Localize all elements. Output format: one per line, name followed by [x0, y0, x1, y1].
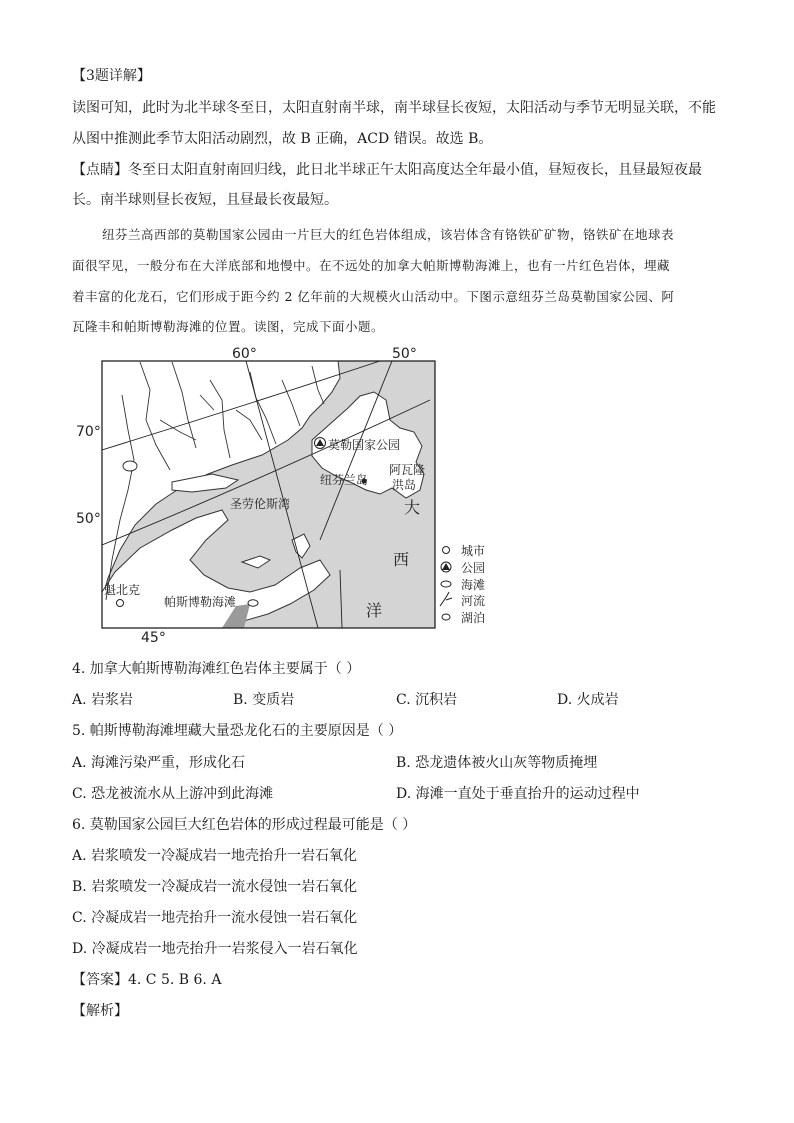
q5-option-b: B. 恐龙遗体被火山灰等物质掩埋: [396, 755, 598, 771]
legend-lake-icon: [442, 614, 450, 620]
question-5-stem: 5. 帕斯博勒海滩埋藏大量恐龙化石的主要原因是（ ）: [72, 723, 403, 739]
tips-line-1: 【点睛】冬至日太阳直射南回归线，此日北半球正午太阳高度达全年最小值，昼短夜长，且昼最短夜最: [72, 162, 702, 178]
lon-50-label: 50°: [392, 346, 417, 362]
q5-option-a: A. 海滩污染严重，形成化石: [72, 755, 246, 771]
newfoundland-label: 纽芬兰岛: [320, 473, 369, 487]
ocean-label-2: 西: [393, 550, 410, 569]
section3-line-2: 从图中推测此季节太阳活动剧烈，故 B 正确，ACD 错误。故选 B。: [72, 131, 493, 147]
q5-option-d: D. 海滩一直处于垂直抬升的运动过程中: [396, 786, 640, 802]
q4-option-c: C. 沉积岩: [396, 692, 458, 708]
q4-option-a: A. 岩浆岩: [72, 692, 134, 708]
legend-beach: 海滩: [461, 578, 486, 592]
legend-beach-icon: [441, 581, 451, 587]
material-line-4: 瓦隆丰和帕斯博勒海滩的位置。读图，完成下面小题。: [72, 319, 385, 334]
legend-river: 河流: [461, 594, 486, 608]
legend-river-icon: [440, 592, 452, 606]
q4-option-d: D. 火成岩: [557, 692, 619, 708]
q6-option-d: D. 冷凝成岩一地壳抬升一岩浆侵入一岩石氧化: [72, 941, 358, 957]
legend-city-icon: [443, 547, 450, 554]
lake: [123, 461, 137, 471]
section3-line-1: 读图可知，此时为北半球冬至日，太阳直射南半球，南半球昼长夜短，太阳活动与季节无明显关联，不能: [72, 100, 716, 116]
legend-city: 城市: [461, 544, 486, 558]
city-quebec-marker: [117, 600, 124, 607]
q6-option-c: C. 冷凝成岩一地壳抬升一流水侵蚀一岩石氧化: [72, 910, 358, 926]
q4-option-b: B. 变质岩: [233, 692, 295, 708]
legend-lake: 湖泊: [461, 611, 486, 625]
q6-option-a: A. 岩浆喷发一冷凝成岩一地壳抬升一岩石氧化: [72, 848, 358, 864]
material-line-3: 着丰富的化龙石，它们形成于距今约 2 亿年前的大规模火山活动中。下图示意纽芬兰岛莫勒国家公园、阿: [72, 289, 675, 304]
lon-45-label: 45°: [141, 630, 166, 646]
question-4-stem: 4. 加拿大帕斯博勒海滩红色岩体主要属于（ ）: [72, 661, 361, 677]
tips-line-2: 长。南半球则昼长夜短，且昼最长夜最短。: [72, 192, 338, 208]
analysis-heading: 【解析】: [72, 1003, 128, 1019]
ocean-label-3: 洋: [366, 601, 383, 620]
lon-60-label: 60°: [232, 346, 257, 362]
lat-70-label: 70°: [76, 424, 101, 440]
answer-line: 【答案】4. C 5. B 6. A: [72, 972, 222, 988]
gulf-label: 圣劳伦斯湾: [230, 497, 291, 511]
question-6-stem: 6. 莫勒国家公园巨大红色岩体的形成过程最可能是（ ）: [72, 817, 417, 833]
avalon-label-1: 阿瓦隆: [389, 463, 426, 477]
quebec-label: 魁北克: [104, 583, 141, 597]
ocean-label-1: 大: [404, 498, 421, 517]
avalon-label-2: 洪岛: [392, 478, 417, 492]
lat-50-label: 50°: [76, 511, 101, 527]
legend-park: 公园: [461, 561, 486, 575]
beach-marker: [248, 600, 258, 606]
q6-option-b: B. 岩浆喷发一冷凝成岩一流水侵蚀一岩石氧化: [72, 879, 358, 895]
beach-label: 帕斯博勒海滩: [164, 595, 237, 609]
material-line-1: 纽芬兰高西部的莫勒国家公园由一片巨大的红色岩体组成，该岩体含有铬铁矿矿物，铬铁矿在地球表: [102, 227, 675, 242]
map-legend: [440, 544, 485, 625]
q5-option-c: C. 恐龙被流水从上游冲到此海滩: [72, 786, 274, 802]
section3-heading: 【3题详解】: [72, 68, 151, 84]
material-line-2: 面很罕见，一般分布在大洋底部和地慢中。在不远处的加拿大帕斯博勒海滩上，也有一片红色岩体，埋藏: [72, 258, 671, 273]
park-label: 莫勒国家公园: [328, 438, 401, 452]
